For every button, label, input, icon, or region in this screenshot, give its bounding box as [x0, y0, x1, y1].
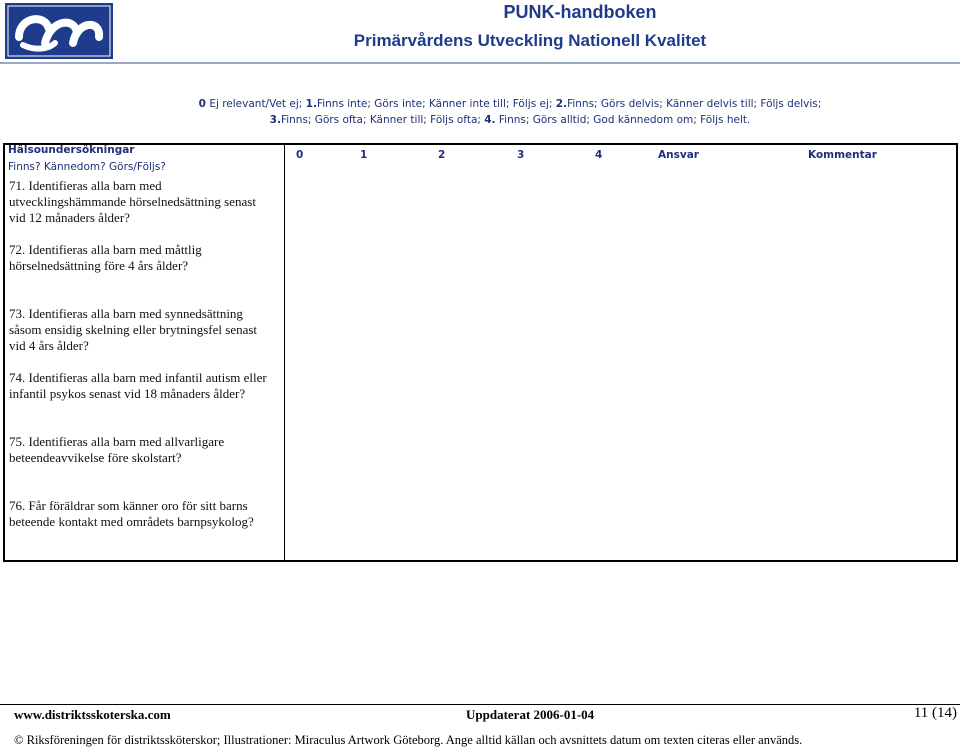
question-row [9, 434, 269, 466]
legend-line-2 [120, 112, 900, 128]
legend-1-text: Finns inte; Görs inte; Känner inte till; Följs ej; [316, 98, 556, 110]
footer-updated-date: Uppdaterat 2006-01-04 [466, 707, 595, 722]
question-text: Identifieras alla barn med infantil autism eller infantil psykos senast vid 18 månaders ålder? [9, 370, 267, 401]
column-divider [284, 143, 285, 562]
column-header-2: 2 [438, 149, 446, 161]
column-header-kommentar: Kommentar [808, 149, 877, 161]
column-header-3: 3 [517, 149, 525, 161]
question-text: Identifieras alla barn med utvecklingshämmande hörselnedsättning senast vid 12 månaders ålder? [9, 178, 256, 225]
question-text: Får föräldrar som känner oro för sitt barns beteende kontakt med områdets barnpsykolog? [9, 498, 254, 529]
question-number: 75. [9, 434, 26, 449]
column-header-ansvar: Ansvar [658, 149, 699, 161]
legend-0-num: 0 [198, 98, 206, 110]
column-header-1: 1 [360, 149, 368, 161]
legend-line-1 [120, 96, 900, 112]
question-row [9, 178, 269, 226]
legend-3-num: 3. [269, 114, 281, 126]
legend-3-text: Finns; Görs ofta; Känner till; Följs ofta; [280, 114, 485, 126]
question-row [9, 370, 269, 402]
section-title: Hälsoundersökningar [8, 144, 135, 156]
footer-copyright: © Riksföreningen för distriktssköterskor; Illustrationer: Miraculus Artwork Göteborg. Ange alltid källan och avsnittets datum om texten citeras eller används. [14, 733, 803, 747]
question-number: 72. [9, 242, 26, 257]
question-row [9, 306, 269, 354]
question-row [9, 242, 269, 274]
legend-2-num: 2. [555, 98, 568, 110]
question-text: Identifieras alla barn med synnedsättning såsom ensidig skelning eller brytningsfel senast vid 4 års ålder? [9, 306, 258, 353]
header-divider [0, 62, 960, 64]
footer-divider [0, 704, 960, 705]
header-title: PUNK-handboken [503, 2, 657, 22]
page-number: 11 (14) [913, 705, 957, 721]
legend-1-num: 1. [305, 98, 317, 110]
question-number: 73. [9, 306, 26, 321]
question-text: Identifieras alla barn med allvarligare beteendeavvikelse före skolstart? [9, 434, 225, 465]
rating-legend [120, 96, 900, 128]
question-row [9, 498, 269, 530]
column-header-4: 4 [595, 149, 603, 161]
punk-logo [5, 3, 113, 59]
legend-2-text: Finns; Görs delvis; Känner delvis till; Följs delvis; [567, 98, 822, 110]
legend-4-num: 4. [484, 114, 496, 126]
question-text: Identifieras alla barn med måttlig hörselnedsättning före 4 års ålder? [9, 242, 202, 273]
header-subtitle: Primärvårdens Utveckling Nationell Kvalitet [353, 31, 707, 50]
question-number: 76. [9, 498, 26, 513]
column-header-0: 0 [296, 149, 304, 161]
legend-0-text: Ej relevant/Vet ej; [205, 98, 306, 110]
question-number: 74. [9, 370, 26, 385]
section-subtitle: Finns? Kännedom? Görs/Följs? [8, 161, 166, 173]
legend-4-text: Finns; Görs alltid; God kännedom om; Följs helt. [495, 114, 751, 126]
footer-website-link[interactable]: www.distriktsskoterska.com [14, 707, 171, 722]
question-number: 71. [9, 178, 26, 193]
